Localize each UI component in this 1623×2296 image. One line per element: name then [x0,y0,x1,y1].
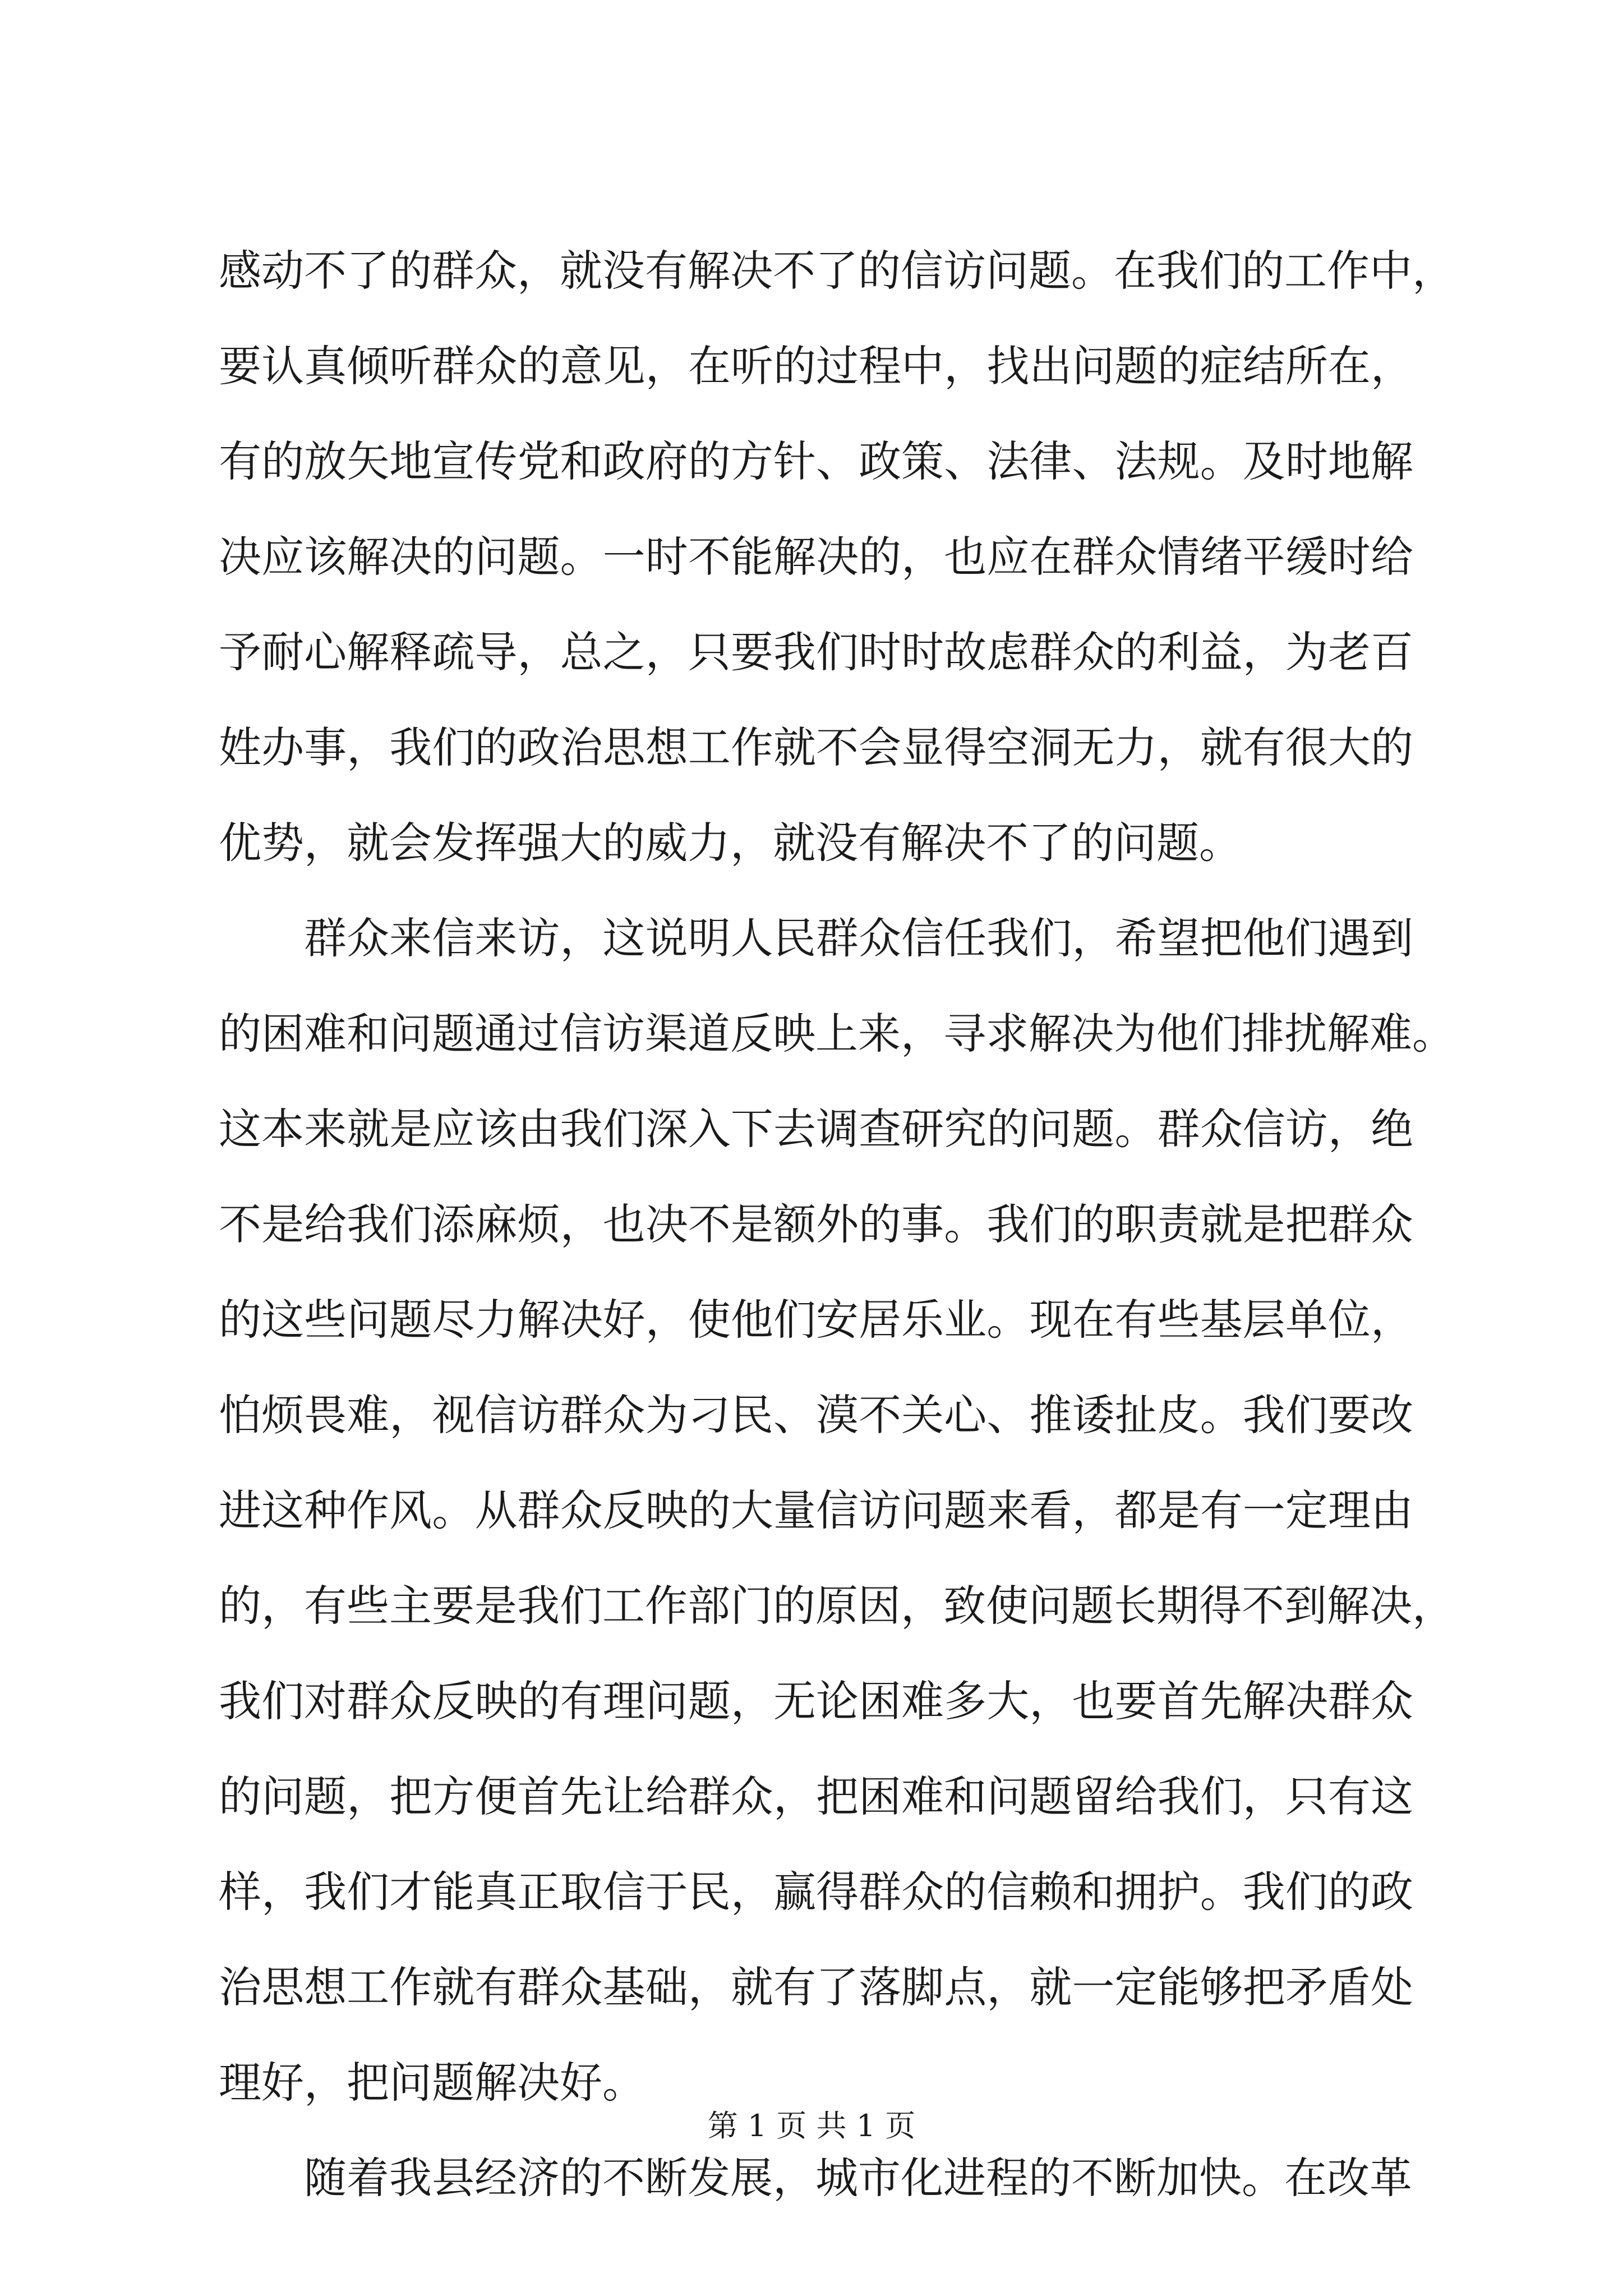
text-line: 感动不了的群众，就没有解决不了的信访问题。在我们的工作中， [219,246,1455,296]
text-line: 进这种作风。从群众反映的大量信访问题来看，都是有一定理由 [219,1485,1413,1535]
text-line: 不是给我们添麻烦，也决不是额外的事。我们的职责就是把群众 [219,1199,1413,1249]
text-line: 我们对群众反映的有理问题，无论困难多大，也要首先解决群众 [219,1676,1413,1726]
text-line: 样，我们才能真正取信于民，赢得群众的信赖和拥护。我们的政 [219,1867,1413,1917]
text-line: 理好，把问题解决好。 [219,2058,645,2108]
text-line: 姓办事，我们的政治思想工作就不会显得空洞无力，就有很大的 [219,723,1413,772]
text-line: 决应该解决的问题。一时不能解决的，也应在群众情绪平缓时给 [219,532,1413,582]
text-line: 予耐心解释疏导，总之，只要我们时时故虑群众的利益，为老百 [219,627,1413,677]
text-line: 的困难和问题通过信访渠道反映上来，寻求解决为他们排扰解难。 [219,1009,1455,1059]
text-line: 有的放矢地宣传党和政府的方针、政策、法律、法规。及时地解 [219,436,1413,486]
text-line: 的这些问题尽力解决好，使他们安居乐业。现在有些基层单位， [219,1295,1413,1345]
text-line: 这本来就是应该由我们深入下去调查研究的问题。群众信访，绝 [219,1104,1413,1154]
text-line: 的，有些主要是我们工作部门的原因，致使问题长期得不到解决， [219,1581,1455,1631]
text-line: 要认真倾听群众的意见，在听的过程中，找出问题的症结所在， [219,341,1413,391]
text-line: 怕烦畏难，视信访群众为刁民、漠不关心、推诿扯皮。我们要改 [219,1390,1413,1440]
text-line: 优势，就会发挥强大的威力，就没有解决不了的问题。 [219,818,1242,868]
text-line: 治思想工作就有群众基础，就有了落脚点，就一定能够把矛盾处 [219,1962,1413,2012]
text-line: 的问题，把方便首先让给群众，把困难和问题留给我们，只有这 [219,1772,1413,1821]
paragraph-first-line: 群众来信来访，这说明人民群众信任我们，希望把他们遇到 [304,913,1413,963]
paragraph-first-line: 随着我县经济的不断发展，城市化进程的不断加快。在改革 [304,2153,1412,2203]
page-footer: 第 1 页 共 1 页 [707,2108,916,2143]
body-text [219,223,1455,2226]
